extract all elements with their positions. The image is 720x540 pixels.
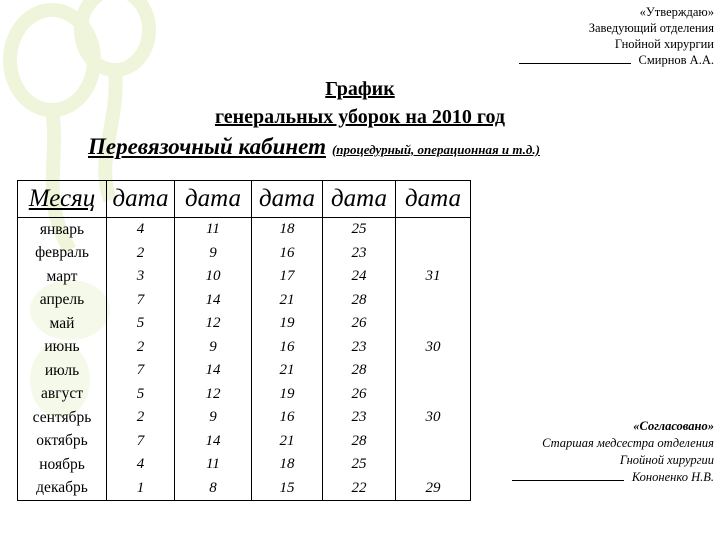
date-cell: 25 <box>323 453 396 477</box>
date-cell: 2 <box>107 242 175 266</box>
date-cell: 12 <box>175 312 252 336</box>
column-header-month: Месяц <box>18 181 107 218</box>
room-line <box>88 134 540 160</box>
date-cell <box>396 242 471 266</box>
date-cell: 4 <box>107 453 175 477</box>
date-cell: 21 <box>252 430 323 454</box>
date-cell: 31 <box>396 265 471 289</box>
date-cell: 1 <box>107 477 175 501</box>
table-row <box>18 430 471 454</box>
month-cell: июнь <box>18 336 107 360</box>
month-cell: сентябрь <box>18 406 107 430</box>
date-cell: 30 <box>396 336 471 360</box>
date-cell: 7 <box>107 430 175 454</box>
room-name: Перевязочный кабинет <box>88 134 326 159</box>
date-cell: 2 <box>107 336 175 360</box>
date-cell: 22 <box>323 477 396 501</box>
table-row <box>18 359 471 383</box>
month-cell: ноябрь <box>18 453 107 477</box>
date-cell: 28 <box>323 289 396 313</box>
date-cell: 25 <box>323 218 396 242</box>
date-cell: 16 <box>252 336 323 360</box>
document-title: График <box>325 78 395 100</box>
date-cell: 30 <box>396 406 471 430</box>
date-cell <box>396 453 471 477</box>
date-cell: 16 <box>252 242 323 266</box>
agreement-signer: Кононенко Н.В. <box>631 470 714 484</box>
date-cell: 9 <box>175 336 252 360</box>
date-cell: 16 <box>252 406 323 430</box>
month-cell: январь <box>18 218 107 242</box>
agreement-position: Старшая медсестра отделения <box>542 436 714 450</box>
date-cell: 8 <box>175 477 252 501</box>
room-note: (процедурный, операционная и т.д.) <box>331 142 540 157</box>
date-cell <box>396 430 471 454</box>
month-cell: июль <box>18 359 107 383</box>
table-row <box>18 218 471 242</box>
date-cell: 14 <box>175 289 252 313</box>
agreement-department: Гнойной хирургии <box>619 453 714 467</box>
month-cell: август <box>18 383 107 407</box>
column-header-date: дата <box>396 181 471 218</box>
approval-signer: Смирнов А.А. <box>638 53 714 67</box>
date-cell: 4 <box>107 218 175 242</box>
date-cell: 11 <box>175 218 252 242</box>
date-cell: 14 <box>175 359 252 383</box>
date-cell: 21 <box>252 359 323 383</box>
date-cell: 19 <box>252 312 323 336</box>
column-header-date: дата <box>323 181 396 218</box>
date-cell: 11 <box>175 453 252 477</box>
column-header-date: дата <box>252 181 323 218</box>
date-cell: 3 <box>107 265 175 289</box>
table-row <box>18 242 471 266</box>
approval-position: Заведующий отделения <box>588 21 714 35</box>
date-cell: 28 <box>323 430 396 454</box>
agreement-signature-row <box>512 469 714 486</box>
column-header-date: дата <box>107 181 175 218</box>
date-cell: 15 <box>252 477 323 501</box>
table-row <box>18 406 471 430</box>
approval-block <box>519 4 714 68</box>
date-cell: 18 <box>252 453 323 477</box>
approval-signature-row <box>519 52 714 68</box>
date-cell: 21 <box>252 289 323 313</box>
date-cell: 26 <box>323 383 396 407</box>
date-cell <box>396 359 471 383</box>
date-cell <box>396 312 471 336</box>
column-header-date: дата <box>175 181 252 218</box>
date-cell <box>396 383 471 407</box>
month-cell: октябрь <box>18 430 107 454</box>
table-row <box>18 289 471 313</box>
date-cell: 23 <box>323 406 396 430</box>
date-cell: 24 <box>323 265 396 289</box>
date-cell: 23 <box>323 336 396 360</box>
month-cell: апрель <box>18 289 107 313</box>
date-cell: 9 <box>175 406 252 430</box>
signature-line <box>519 52 631 64</box>
month-cell: февраль <box>18 242 107 266</box>
table-row <box>18 477 471 501</box>
date-cell: 7 <box>107 289 175 313</box>
date-cell: 23 <box>323 242 396 266</box>
date-cell <box>396 218 471 242</box>
approval-heading: «Утверждаю» <box>639 5 714 19</box>
table-row <box>18 312 471 336</box>
date-cell: 7 <box>107 359 175 383</box>
table-row <box>18 383 471 407</box>
schedule-table <box>17 180 471 501</box>
date-cell: 2 <box>107 406 175 430</box>
approval-department: Гнойной хирургии <box>614 37 714 51</box>
table-row <box>18 336 471 360</box>
agreement-heading: «Согласовано» <box>633 419 714 433</box>
signature-line <box>512 469 624 481</box>
date-cell: 18 <box>252 218 323 242</box>
date-cell: 5 <box>107 312 175 336</box>
date-cell <box>396 289 471 313</box>
date-cell: 14 <box>175 430 252 454</box>
month-cell: март <box>18 265 107 289</box>
date-cell: 10 <box>175 265 252 289</box>
table-row <box>18 265 471 289</box>
date-cell: 12 <box>175 383 252 407</box>
date-cell: 17 <box>252 265 323 289</box>
date-cell: 26 <box>323 312 396 336</box>
table-row <box>18 453 471 477</box>
month-cell: май <box>18 312 107 336</box>
date-cell: 28 <box>323 359 396 383</box>
agreement-block <box>512 418 714 486</box>
document-subtitle: генеральных уборок на 2010 год <box>214 106 506 128</box>
date-cell: 9 <box>175 242 252 266</box>
month-cell: декабрь <box>18 477 107 501</box>
date-cell: 19 <box>252 383 323 407</box>
date-cell: 5 <box>107 383 175 407</box>
table-header-row <box>18 181 471 218</box>
date-cell: 29 <box>396 477 471 501</box>
